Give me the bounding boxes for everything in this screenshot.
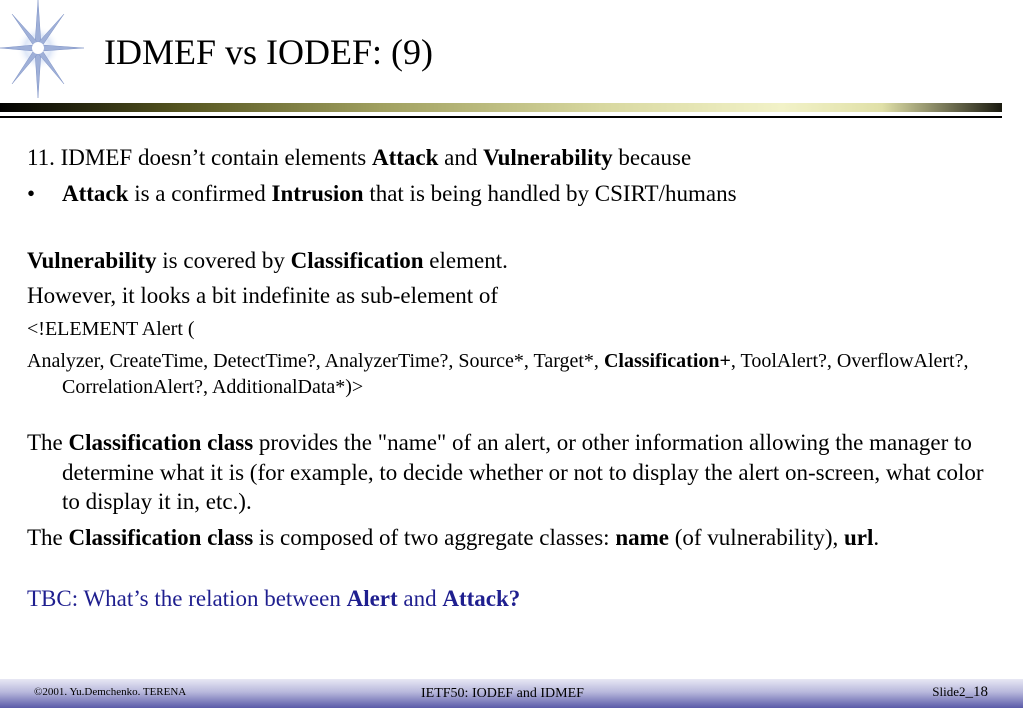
element-declaration: <!ELEMENT Alert ( bbox=[27, 318, 195, 340]
title-underline-gradient bbox=[0, 103, 1002, 112]
indefinite-paragraph: However, it looks a bit indefinite as sub-element of bbox=[27, 283, 499, 308]
tbc-question: TBC: What’s the relation between Alert and Attack? bbox=[27, 586, 521, 611]
star-burst-icon bbox=[0, 0, 90, 100]
footer-title: IETF50: IODEF and IDMEF bbox=[421, 686, 584, 701]
slide-number: Slide2_18 bbox=[932, 684, 988, 700]
bullet-marker: • bbox=[27, 181, 36, 206]
footer-copyright: ©2001. Yu.Demchenko. TERENA bbox=[34, 686, 187, 698]
bullet-item: • Attack is a confirmed Intrusion that is being handled by CSIRT/humans bbox=[27, 179, 1002, 209]
classification-composition: The Classification class is composed of two aggregate classes: name (of vulnerability), url. bbox=[27, 524, 880, 550]
title-underline-rule bbox=[0, 116, 1002, 118]
slide-body bbox=[27, 143, 1002, 614]
element-contents: Analyzer, CreateTime, DetectTime?, AnalyzerTime?, Source*, Target*, Classification+, ToolAlert?, OverflowAlert?, CorrelationAlert?, AdditionalData*)> bbox=[27, 350, 969, 398]
classification-description: The Classification class provides the "name" of an alert, or other information allowing the manager to determine what it is (for example, to decide whether or not to display the alert on-screen, what color to display it in, etc.). bbox=[27, 430, 984, 514]
point-11: 11. IDMEF doesn’t contain elements Attack and Vulnerability because bbox=[27, 145, 692, 170]
slide-title: IDMEF vs IODEF: (9) bbox=[104, 32, 433, 72]
vulnerability-paragraph: Vulnerability is covered by Classification element. bbox=[27, 248, 508, 273]
